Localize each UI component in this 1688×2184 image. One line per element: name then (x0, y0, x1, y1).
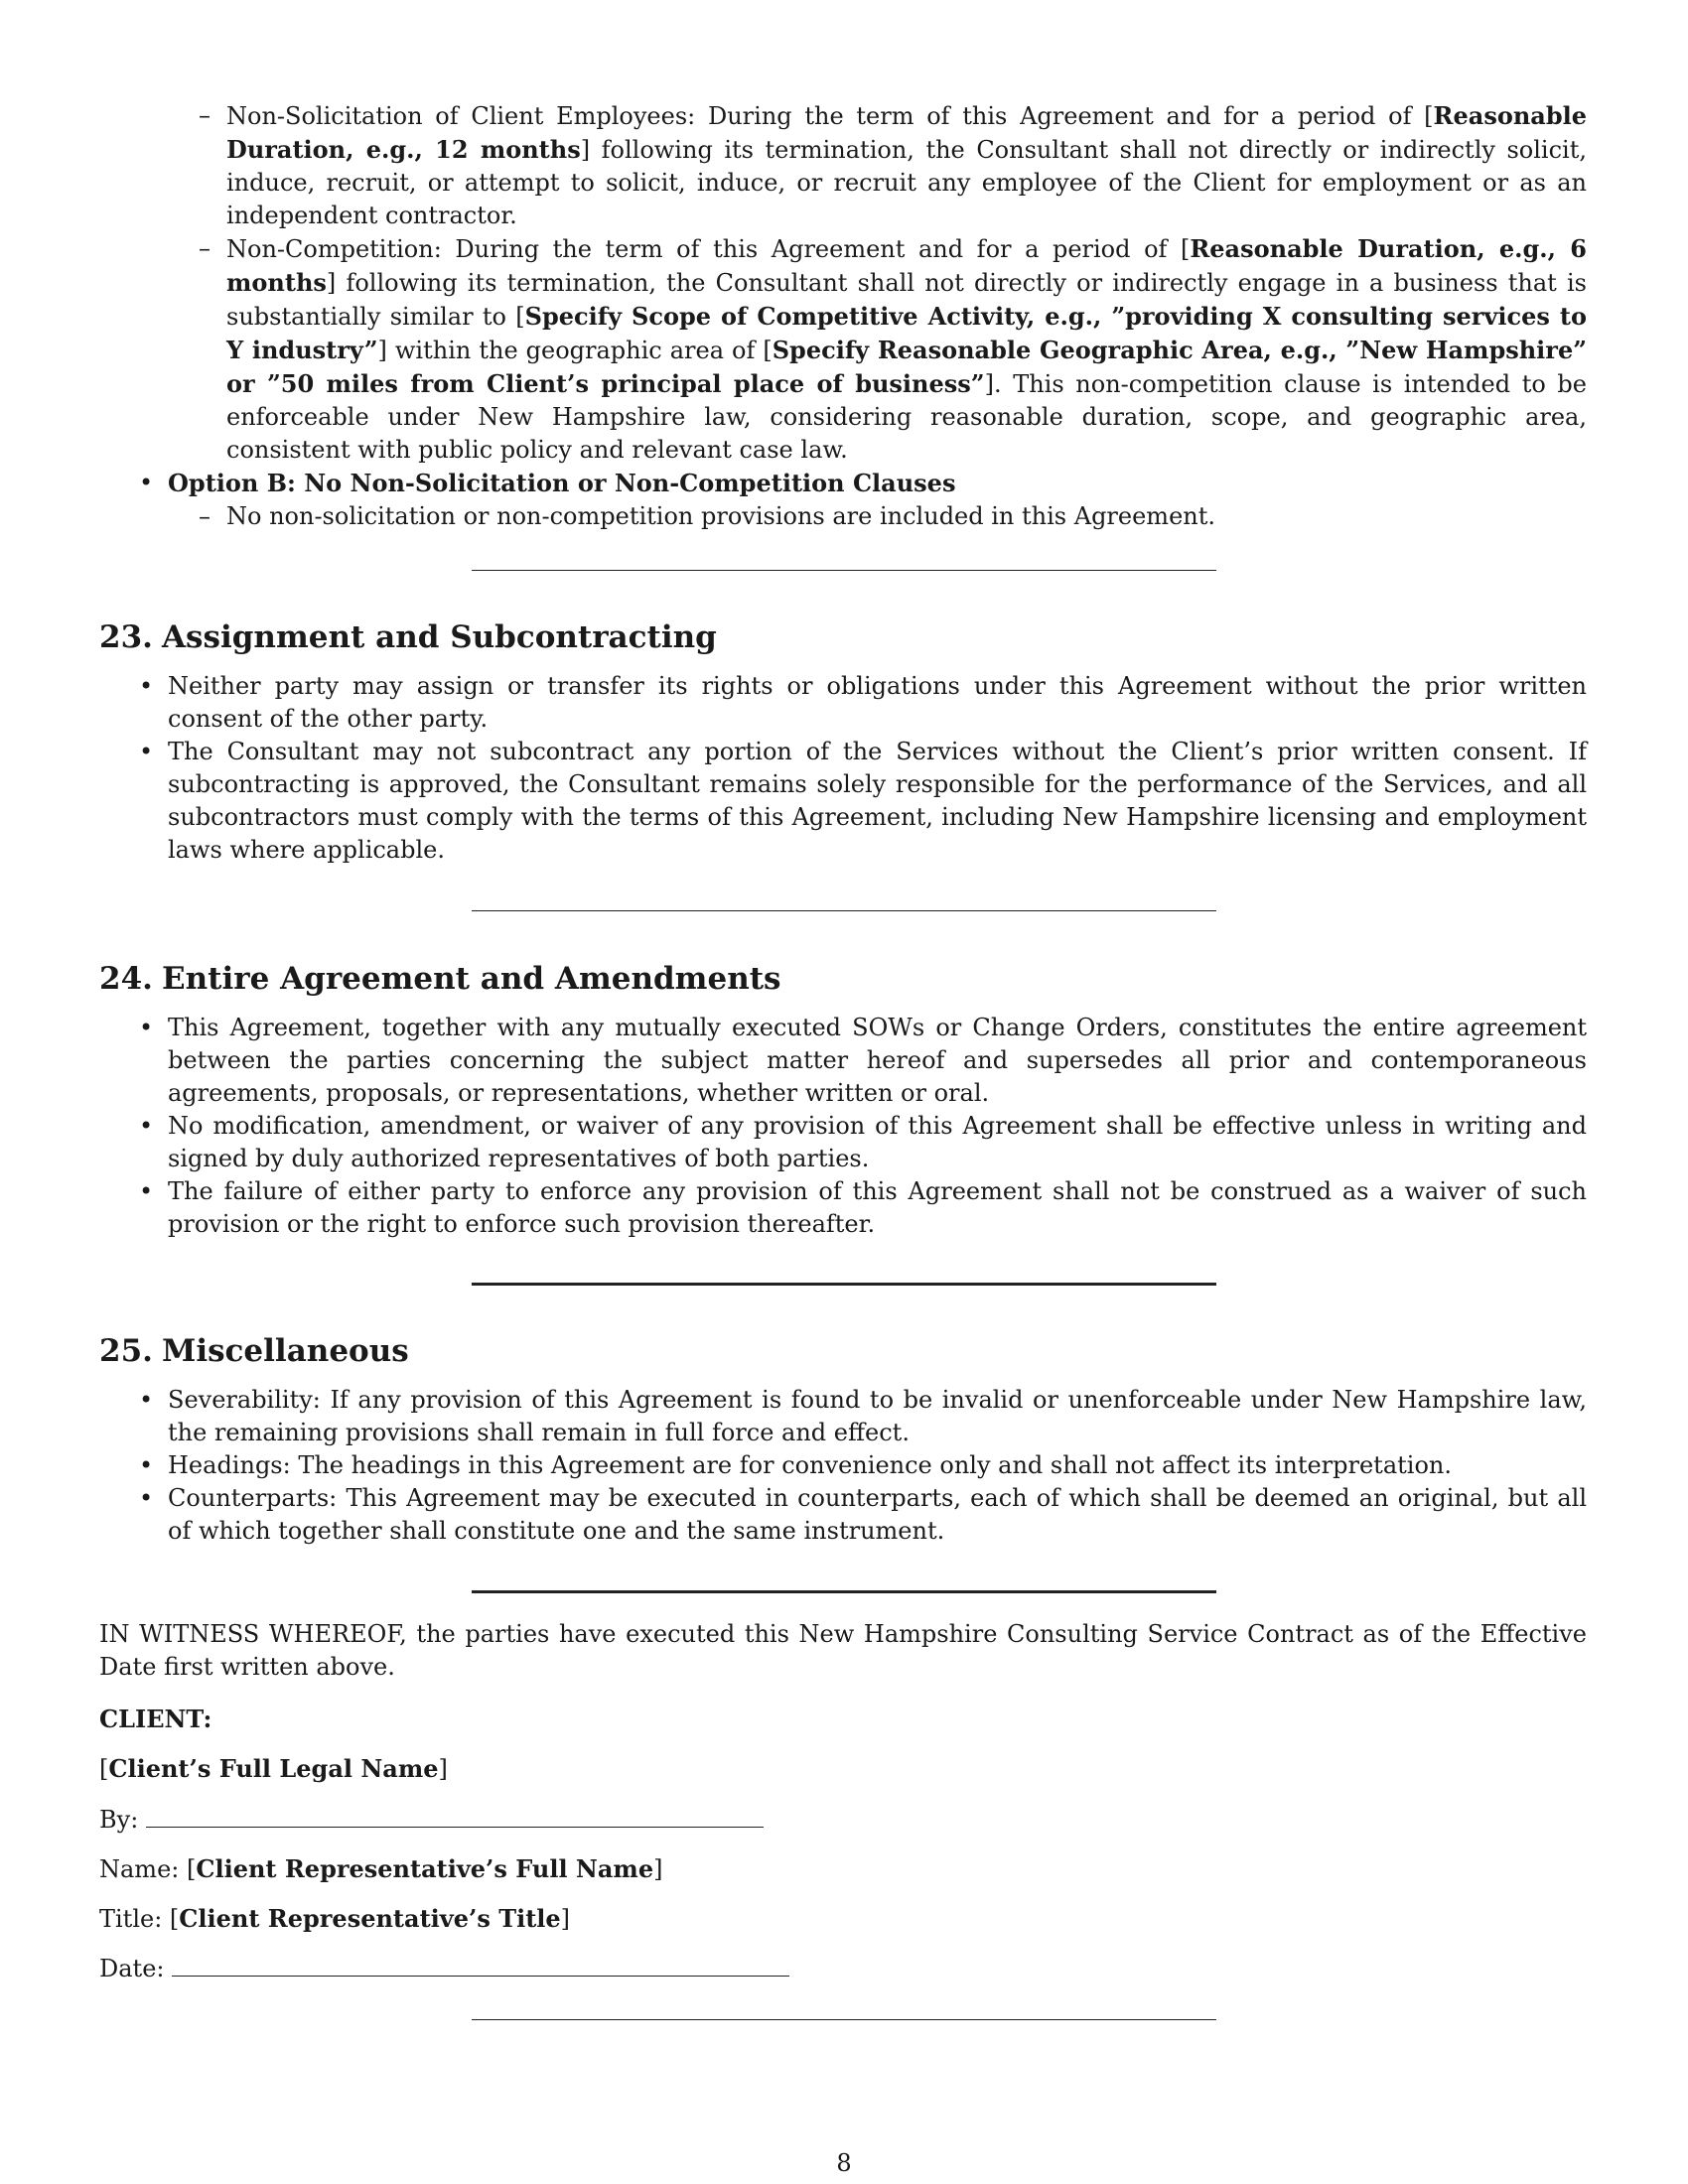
sub-item-non-solicitation: – Non-Solicitation of Client Employees: During the term of this Agreement and for a period of [Reasonable Duration, e.g., 12 months] following its termination, the Consultant shall not directly or indirectly solicit, induce, recruit, or attempt to solicit, induce, or recruit any employee of the Client for employment or as an independent contractor. (199, 101, 1587, 229)
bullet-marker: • (139, 1014, 154, 1041)
option-b-item (99, 467, 1587, 500)
date-line[interactable] (172, 1952, 789, 1977)
representative-title: Title: [Client Representative’s Title] (99, 1904, 571, 1933)
bullet-marker: • (139, 672, 154, 700)
sub-item-non-competition: – Non-Competition: During the term of this Agreement and for a period of [Reasonable Duration, e.g., 6 months] following its termination, the Consultant shall not directly or indirectly engage in a business that is substantially similar to [Specify Scope of Competitive Activity, e.g., ”providing X consulting services to Y industry”] within the geographic area of [Specify Reasonable Geographic Area, e.g., ”New Hampshire” or ”50 miles from Client’s principal place of business”]. This non-competition clause is intended to be enforceable under New Hampshire law, considering reasonable duration, scope, and geographic area, consistent with public policy and relevant case law. (199, 234, 1588, 464)
section-heading-24: 24. Entire Agreement and Amendments (99, 961, 781, 997)
section-divider (472, 2019, 1216, 2020)
option-b-heading: Option B: No Non-Solicitation or Non-Competition Clauses (168, 469, 956, 497)
bullet-marker: • (139, 1386, 154, 1414)
list-item: • Counterparts: This Agreement may be executed in counterparts, each of which shall be deemed an original, but all of which together shall constitute one and the same instrument. (139, 1484, 1587, 1545)
section-22-continuation (99, 99, 1587, 533)
dash-marker: – (199, 234, 211, 262)
section-divider (472, 910, 1216, 911)
list-item: • The Consultant may not subcontract any portion of the Services without the Client’s prior written consent. If subcontracting is approved, the Consultant remains solely responsible for the performance of the Services, and all subcontractors must comply with the terms of this Agreement, including New Hampshire licensing and employment laws where applicable. (139, 738, 1587, 864)
signature-line[interactable] (146, 1803, 764, 1828)
bullet-marker: • (139, 1484, 154, 1512)
section-24-list (99, 1012, 1587, 1241)
list-item: • Neither party may assign or transfer its rights or obligations under this Agreement without the prior written consent of the other party. (139, 672, 1587, 733)
client-legal-name: [Client’s Full Legal Name] (99, 1754, 448, 1783)
section-divider (472, 570, 1216, 571)
witness-paragraph: IN WITNESS WHEREOF, the parties have executed this New Hampshire Consulting Service Contract as of the Effective Date first written above. (99, 1620, 1587, 1681)
dash-marker: – (199, 502, 211, 530)
list-item: • Severability: If any provision of this Agreement is found to be invalid or unenforceable under New Hampshire law, the remaining provisions shall remain in full force and effect. (139, 1386, 1587, 1446)
section-25-list (99, 1384, 1587, 1548)
section-divider (472, 1283, 1216, 1286)
page-number: 8 (836, 2149, 852, 2177)
bullet-marker: • (139, 1177, 154, 1205)
dash-marker: – (199, 101, 211, 129)
list-item: • This Agreement, together with any mutually executed SOWs or Change Orders, constitutes the entire agreement between the parties concerning the subject matter hereof and supersedes all prior and contemporaneous agreements, proposals, or representations, whether written or oral. (139, 1014, 1587, 1107)
section-heading-23: 23. Assignment and Subcontracting (99, 619, 717, 655)
list-item: • No modification, amendment, or waiver of any provision of this Agreement shall be effective unless in writing and signed by duly authorized representatives of both parties. (139, 1112, 1587, 1172)
list-item: • Headings: The headings in this Agreement are for convenience only and shall not affect its interpretation. (99, 1449, 1587, 1482)
section-23-list (99, 670, 1587, 867)
client-label: CLIENT: (99, 1705, 212, 1733)
bullet-marker: • (139, 738, 154, 765)
bullet-marker: • (139, 1451, 154, 1479)
section-heading-25: 25. Miscellaneous (99, 1333, 409, 1369)
list-item: • The failure of either party to enforce any provision of this Agreement shall not be construed as a waiver of such provision or the right to enforce such provision thereafter. (139, 1177, 1587, 1238)
date-field: Date: (99, 1952, 1587, 1985)
representative-name: Name: [Client Representative’s Full Name] (99, 1854, 663, 1883)
option-b-sub-item: – No non-solicitation or non-competition provisions are included in this Agreement. (99, 500, 1587, 533)
bullet-marker: • (139, 469, 154, 496)
section-divider (472, 1590, 1216, 1593)
bullet-marker: • (139, 1112, 154, 1140)
by-signature-field: By: (99, 1803, 1587, 1837)
